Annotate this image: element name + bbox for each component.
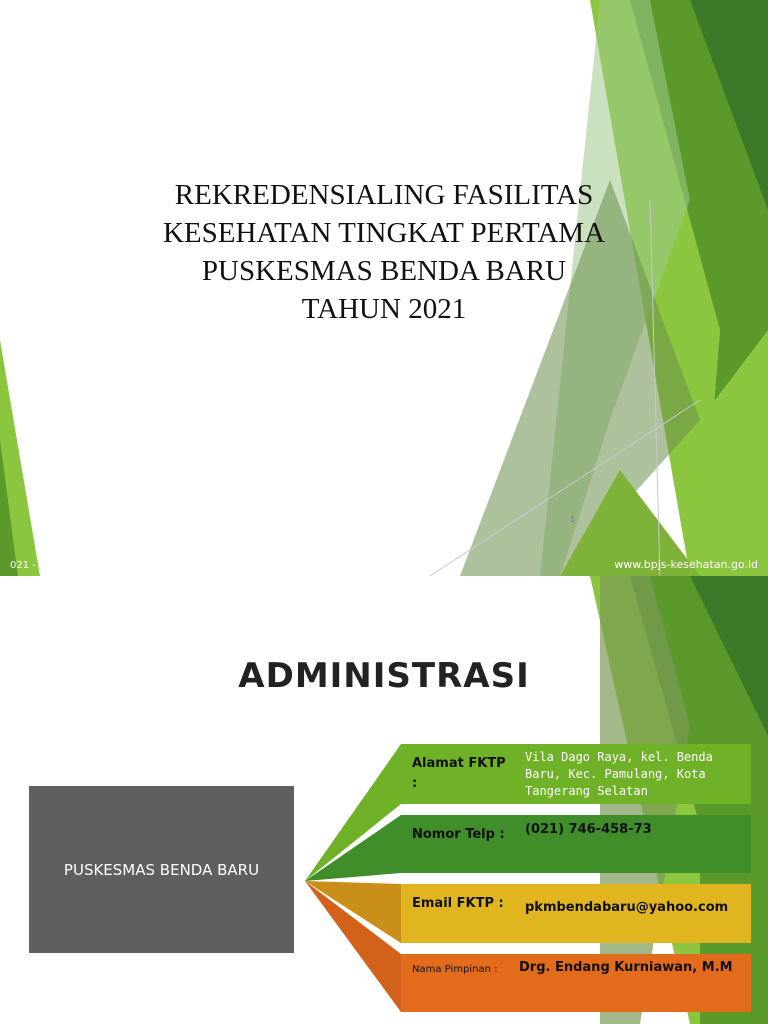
row-head (401, 954, 751, 1012)
address-label: Alamat FKTP : (412, 756, 506, 791)
slide-2 (0, 576, 768, 1024)
title-line-4: TAHUN 2021 (301, 293, 467, 325)
facility-name: PUSKESMAS BENDA BARU (63, 860, 260, 879)
email-label: Email FKTP : (412, 896, 504, 911)
row-address (401, 744, 751, 804)
footer-website: www.bpjs-kesehatan.go.id (614, 558, 758, 571)
footer-phone: 021 - (10, 560, 36, 571)
row-phone (401, 815, 751, 873)
email-value: pkmbendabaru@yahoo.com (525, 900, 729, 915)
phone-label: Nomor Telp : (412, 827, 505, 842)
slide-1-title (100, 176, 668, 328)
slide-2-title: ADMINISTRASI (238, 656, 530, 696)
title-line-3: PUSKESMAS BENDA BARU (201, 255, 567, 287)
title-line-2: KESEHATAN TINGKAT PERTAMA (162, 217, 606, 249)
row-email (401, 884, 751, 943)
slide-number: 1 (570, 515, 576, 524)
address-value: Vila Dago Raya, kel. Benda Baru, Kec. Pamulang, Kota Tangerang Selatan (525, 750, 713, 798)
head-value: Drg. Endang Kurniawan, M.M (519, 960, 733, 975)
phone-value: (021) 746-458-73 (525, 822, 652, 837)
facility-name-box (29, 786, 294, 953)
title-line-1: REKREDENSIALING FASILITAS (174, 179, 594, 211)
head-label: Nama Pimpinan : (412, 964, 498, 975)
